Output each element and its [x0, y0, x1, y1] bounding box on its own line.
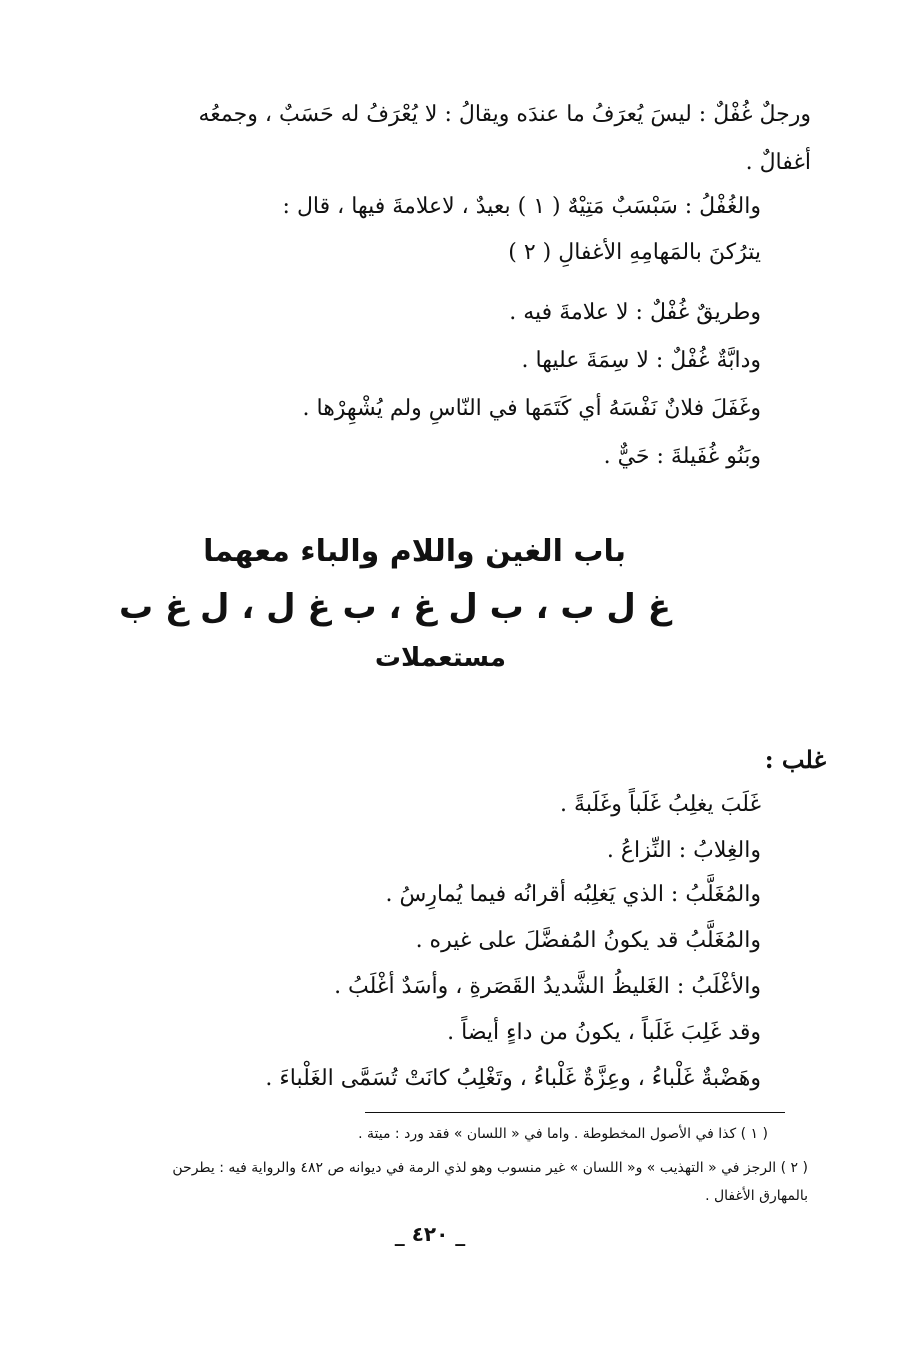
chapter-roots: غ ل ب ، ب ل غ ، ب غ ل ، ل غ ب	[118, 587, 671, 627]
footnote: ( ٢ ) الرجز في « التهذيب » و« اللسان » غير منسوب وهو لذي الرمة في ديوانه ص ٤٨٢ والرواية فيه : يطرحن	[172, 1160, 808, 1176]
text-line: وقد غَلِبَ غَلَباً ، يكونُ من داءٍ أيضاً .	[447, 1020, 761, 1045]
footnote-continuation: بالمهارق الأغفال .	[705, 1188, 808, 1204]
text-line: أغفالٌ .	[745, 150, 811, 175]
footnote-divider	[365, 1112, 785, 1113]
chapter-status: مستعملات	[374, 643, 506, 673]
text-line: وطريقٌ غُفْلٌ : لا علامةَ فيه .	[509, 300, 761, 325]
text-line: والأغْلَبُ : الغَليظُ الشَّديدُ القَصَرةِ ، وأسَدٌ أغْلَبُ .	[334, 974, 761, 999]
text-line: ورجلٌ غُفْلٌ : ليسَ يُعرَفُ ما عندَه ويقالُ : لا يُعْرَفُ له حَسَبٌ ، وجمعُه	[198, 102, 811, 127]
text-line: وهَضْبةٌ غَلْباءُ ، وعِزَّةٌ غَلْباءُ ، وتَغْلِبُ كانَتْ تُسَمَّى الغَلْباءَ .	[265, 1066, 761, 1091]
text-line: غَلَبَ يغلِبُ غَلَباً وغَلَبةً .	[560, 792, 761, 817]
text-line: والغُفْلُ : سَبْسَبٌ مَتِيْهٌ ( ١ ) بعيدٌ ، لاعلامةَ فيها ، قال :	[282, 194, 761, 219]
page-number: _ ٤٢٠ _	[394, 1222, 466, 1246]
text-line: والمُغَلَّبُ قد يكونُ المُفضَّلَ على غيره .	[415, 928, 761, 953]
text-line: والمُغَلَّبُ : الذي يَغلِبُه أقرانُه فيما يُمارِسُ .	[385, 882, 761, 907]
text-line: وغَفَلَ فلانٌ نَفْسَهُ أي كَتَمَها في النّاسِ ولم يُشْهِرْها .	[302, 396, 761, 421]
chapter-title: باب الغين واللام والباء معهما	[203, 534, 626, 569]
footnote: ( ١ ) كذا في الأصول المخطوطة . واما في « اللسان » فقد ورد : ميتة .	[358, 1126, 768, 1142]
entry-head: غلب :	[764, 745, 826, 774]
text-line: والغِلابُ : النِّزاعُ .	[606, 838, 761, 863]
verse-line: يترُكنَ بالمَهامِهِ الأغفالِ ( ٢ )	[508, 240, 761, 265]
text-line: وبَنُو غُفَيلةَ : حَيٌّ .	[603, 444, 761, 469]
text-line: ودابَّةٌ غُفْلٌ : لا سِمَةَ عليها .	[521, 348, 761, 373]
